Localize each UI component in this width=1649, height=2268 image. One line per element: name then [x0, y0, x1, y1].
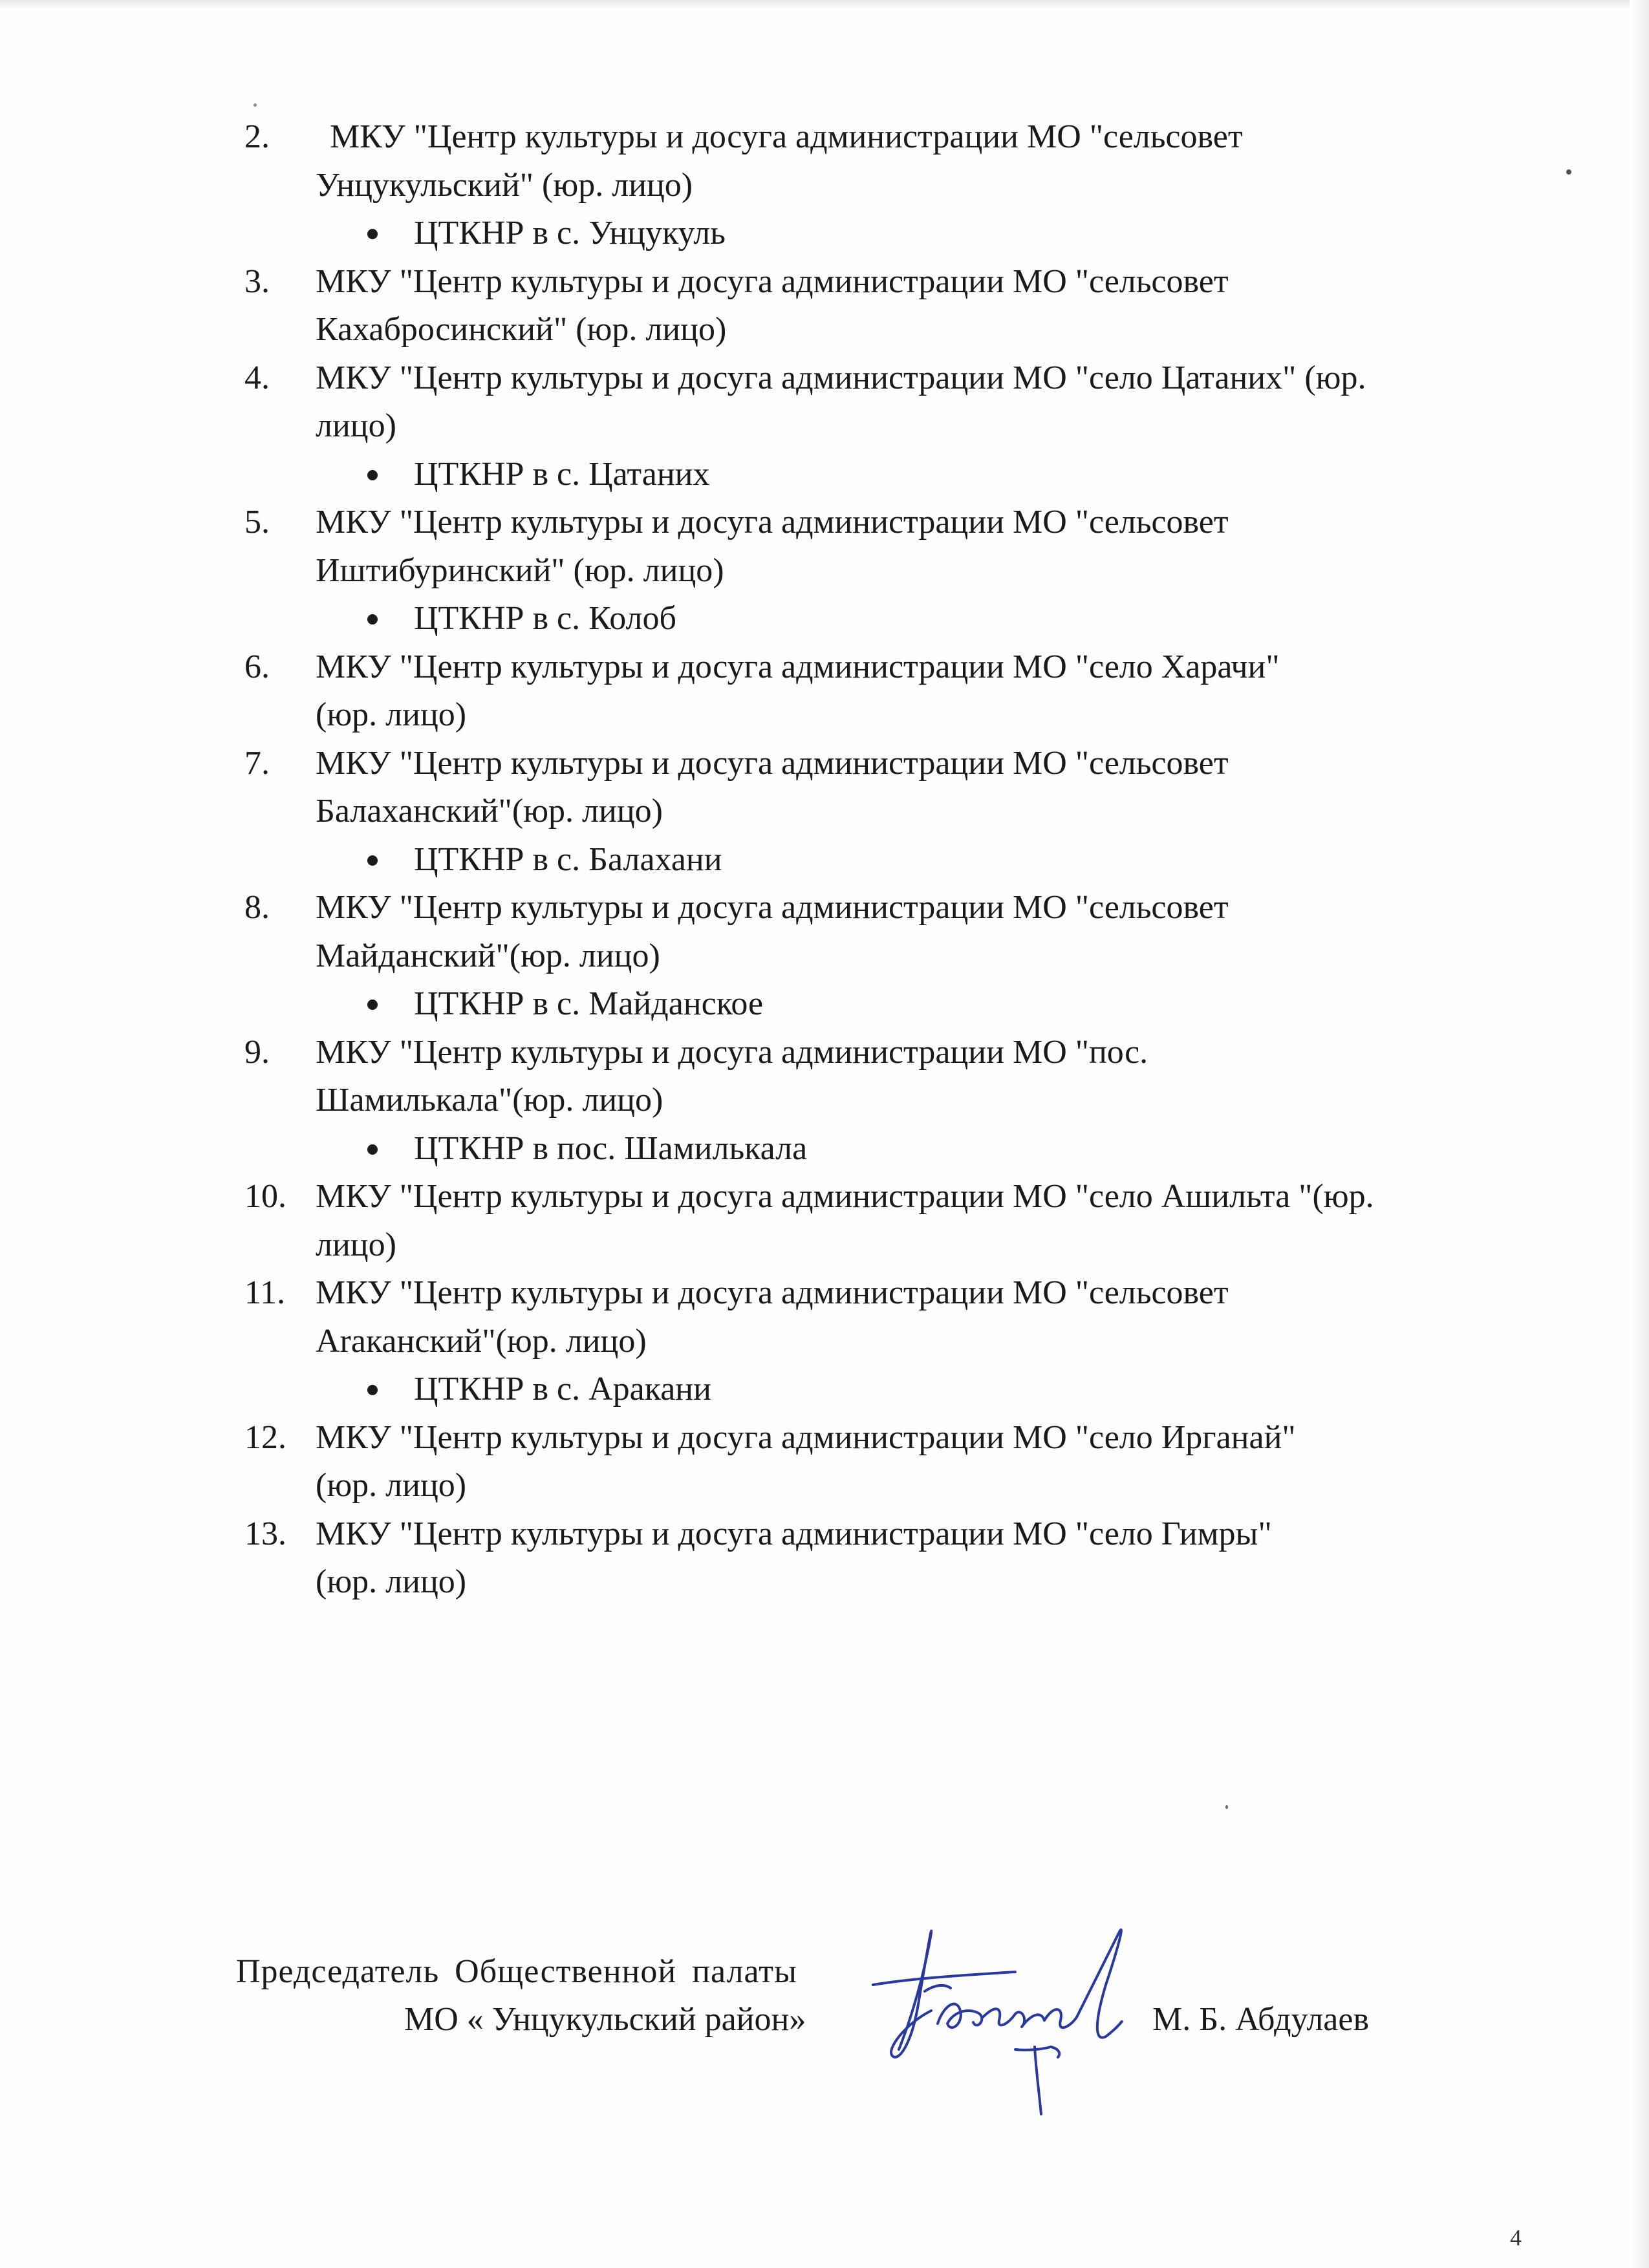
- list-item-number: 3.: [244, 262, 270, 300]
- bullet-item: [0, 1125, 1649, 1173]
- signatory-title: Председатель Общественной палаты: [236, 1953, 797, 1990]
- list-item-line: Майданский"(юр. лицо): [316, 937, 660, 974]
- organization-list: [0, 113, 1649, 1607]
- list-item: [0, 643, 1531, 740]
- list-item-line: (юр. лицо): [316, 1563, 467, 1600]
- list-item-line: лицо): [316, 1226, 396, 1263]
- list-item-number: 4.: [244, 359, 270, 396]
- bullet-dot-icon: [367, 229, 378, 239]
- list-item: [0, 1173, 1531, 1269]
- list-item-line: Araканский"(юр. лицо): [316, 1322, 647, 1360]
- bullet-item-text: ЦТКНР в с. Аракани: [414, 1371, 711, 1407]
- list-item-line: МКУ "Центр культуры и досуга администрации МО "сельсовет: [330, 118, 1243, 155]
- list-item: [0, 1029, 1531, 1125]
- list-item-line: Балаханский"(юр. лицо): [316, 793, 663, 829]
- list-item-number: 9.: [244, 1033, 270, 1071]
- bullet-item: [0, 980, 1649, 1029]
- list-item-number: 11.: [244, 1274, 286, 1311]
- bullet-item-text: ЦТКНР в с. Цатаних: [414, 455, 710, 493]
- list-item-number: 6.: [244, 648, 270, 685]
- list-item: [0, 354, 1531, 451]
- list-item: [0, 113, 1531, 209]
- list-item-number: 2.: [244, 118, 270, 155]
- list-item-number: 5.: [244, 504, 270, 540]
- bullet-item: [0, 1365, 1649, 1414]
- list-item-number: 10.: [244, 1178, 286, 1215]
- list-item: [0, 1414, 1531, 1510]
- signatory-organization: МО « Унцукульский район»: [404, 2001, 806, 2038]
- list-item-line: Шамилькала"(юр. лицо): [316, 1082, 663, 1118]
- list-item-line: МКУ "Центр культуры и досуга администрации МО "село Харачи": [316, 648, 1280, 685]
- scan-edge-top: [0, 0, 1649, 9]
- bullet-dot-icon: [367, 1385, 378, 1395]
- scan-speck: [1225, 1805, 1228, 1809]
- list-item-line: МКУ "Центр культуры и досуга администрации МО "село Ашильта "(юр.: [316, 1178, 1374, 1215]
- list-item-line: (юр. лицо): [316, 1467, 467, 1504]
- list-item-line: МКУ "Центр культуры и досуга администрации МО "сельсовет: [316, 889, 1229, 926]
- bullet-item-text: ЦТКНР в с. Унцукуль: [414, 215, 726, 251]
- bullet-item: [0, 595, 1649, 643]
- list-item-line: МКУ "Центр культуры и досуга администрации МО "сельсовет: [316, 744, 1229, 782]
- list-item-number: 13.: [244, 1515, 286, 1552]
- signatory-name: М. Б. Абдулаев: [1152, 2001, 1370, 2038]
- bullet-item: [0, 209, 1649, 258]
- list-item: [0, 1269, 1531, 1365]
- list-item-line: Унцукульский" (юр. лицо): [316, 166, 693, 204]
- bullet-dot-icon: [367, 470, 378, 480]
- list-item-line: Иштибуринский" (юр. лицо): [316, 551, 724, 589]
- list-item-line: лицо): [316, 407, 396, 444]
- list-item-number: 8.: [244, 889, 270, 926]
- list-item-line: МКУ "Центр культуры и досуга администрации МО "сельсовет: [316, 504, 1229, 540]
- list-item-line: МКУ "Центр культуры и досуга администрации МО "село Гимры": [316, 1515, 1272, 1552]
- bullet-dot-icon: [367, 1144, 378, 1155]
- list-item-line: МКУ "Центр культуры и досуга администрации МО "село Ирганай": [316, 1418, 1296, 1456]
- bullet-item: [0, 451, 1649, 499]
- page-number: 4: [1510, 2225, 1522, 2251]
- bullet-item-text: ЦТКНР в с. Балахани: [414, 840, 722, 878]
- list-item: [0, 498, 1531, 595]
- scan-speck: [253, 103, 257, 107]
- bullet-item-text: ЦТКНР в пос. Шамилькала: [414, 1129, 808, 1167]
- list-item-line: МКУ "Центр культуры и досуга администрации МО "сельсовет: [316, 1274, 1229, 1311]
- list-item-line: МКУ "Центр культуры и досуга администрации МО "сельсовет: [316, 262, 1229, 300]
- list-item-number: 7.: [244, 744, 270, 782]
- list-item: [0, 258, 1531, 354]
- list-item-line: Кахабросинский" (юр. лицо): [316, 311, 727, 348]
- bullet-dot-icon: [367, 614, 378, 625]
- bullet-item: [0, 836, 1649, 884]
- bullet-dot-icon: [367, 855, 378, 866]
- list-item-line: МКУ "Центр культуры и досуга администрации МО "село Цатаних" (юр.: [316, 359, 1366, 396]
- list-item: [0, 884, 1531, 980]
- list-item-line: (юр. лицо): [316, 696, 467, 733]
- list-item: [0, 740, 1531, 836]
- list-item: [0, 1510, 1531, 1607]
- bullet-item-text: ЦТКНР в с. Майданское: [414, 985, 764, 1022]
- list-item-number: 12.: [244, 1418, 286, 1456]
- list-item-line: МКУ "Центр культуры и досуга администрации МО "пос.: [316, 1033, 1148, 1071]
- bullet-item-text: ЦТКНР в с. Колоб: [414, 600, 676, 637]
- bullet-dot-icon: [367, 1000, 378, 1010]
- handwritten-signature-icon: [821, 1894, 1158, 2140]
